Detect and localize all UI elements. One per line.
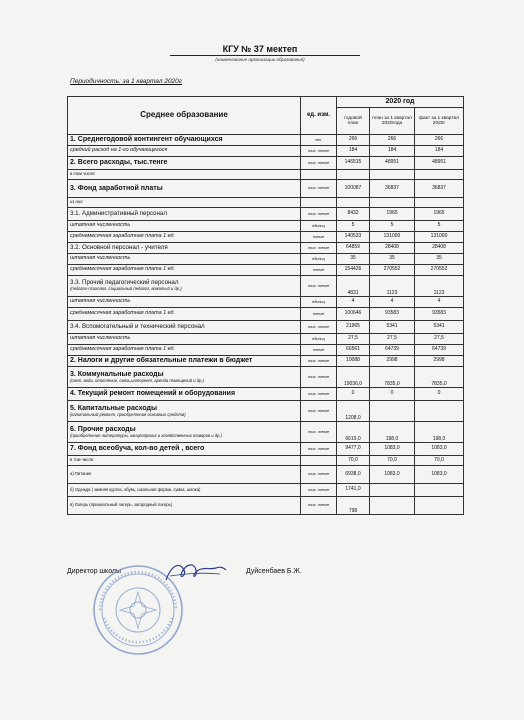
row-unit: тыс. тенге bbox=[301, 157, 337, 170]
row-label: средний расход на 1-го обучающегося bbox=[70, 147, 168, 154]
row-fact-value: 1083,0 bbox=[415, 443, 464, 456]
header-year: 2020 год bbox=[337, 97, 464, 108]
table-row bbox=[68, 356, 464, 367]
row-annual-value: 1208,0 bbox=[337, 401, 370, 422]
row-name bbox=[68, 356, 301, 367]
organization-caption: (наименование организации образования) bbox=[215, 57, 305, 62]
table-row bbox=[68, 401, 464, 422]
table-body bbox=[68, 135, 464, 515]
row-plan-value: 5341 bbox=[370, 321, 415, 334]
row-unit: тыс. тенге bbox=[301, 356, 337, 367]
row-unit: тыс. тенге bbox=[301, 146, 337, 157]
row-annual-value: 146515 bbox=[337, 157, 370, 170]
row-label: 3.1. Административный персонал bbox=[70, 209, 167, 217]
row-plan-value: 1083,0 bbox=[370, 466, 415, 484]
row-annual-value: 35 bbox=[337, 254, 370, 265]
row-label: среднемесячная заработная плата 1 ед. bbox=[70, 310, 175, 317]
row-unit: тыс. тенге bbox=[301, 497, 337, 515]
row-name bbox=[68, 497, 301, 515]
row-annual-value bbox=[337, 170, 370, 180]
table-row bbox=[68, 208, 464, 221]
row-label: б) Одежда ( зимняя куртка, обувь, школьная форма, сумка, шапка) bbox=[70, 486, 201, 492]
row-plan-value bbox=[370, 497, 415, 515]
table-row bbox=[68, 135, 464, 146]
row-label: штатная численность bbox=[70, 335, 131, 342]
row-label: 6. Прочие расходы bbox=[70, 425, 136, 433]
header-unit: ед. изм. bbox=[301, 97, 337, 135]
header-annual-plan: годовой план bbox=[337, 108, 370, 135]
row-unit: тыс. тенге bbox=[301, 388, 337, 401]
row-plan-value: 4 bbox=[370, 297, 415, 308]
table-row bbox=[68, 456, 464, 466]
row-annual-value: 19036,0 bbox=[337, 367, 370, 388]
row-unit: чел. bbox=[301, 135, 337, 146]
row-label: штатная численность bbox=[70, 298, 131, 305]
table-row bbox=[68, 321, 464, 334]
table-row bbox=[68, 466, 464, 484]
row-unit: тыс. тенге bbox=[301, 484, 337, 497]
row-label: 2. Всего расходы, тыс.тенге bbox=[70, 159, 168, 167]
row-unit: тыс. тенге bbox=[301, 276, 337, 297]
budget-table bbox=[67, 96, 464, 515]
row-label: 3.3. Прочий педагогический персонал bbox=[70, 279, 179, 287]
row-unit: тенге bbox=[301, 232, 337, 243]
row-unit: единиц bbox=[301, 221, 337, 232]
table-row bbox=[68, 157, 464, 170]
table-row bbox=[68, 198, 464, 208]
row-label: из них: bbox=[70, 199, 84, 205]
row-label: 3. Фонд заработной платы bbox=[70, 184, 163, 192]
table-row bbox=[68, 243, 464, 254]
row-label: 1. Среднегодовой контингент обучающихся bbox=[70, 136, 223, 144]
row-unit: единиц bbox=[301, 297, 337, 308]
row-fact-value: 93583 bbox=[415, 308, 464, 321]
row-label: 3.4. Вспомогательный и технический персонал bbox=[70, 322, 205, 330]
row-annual-value: 0 bbox=[337, 388, 370, 401]
row-annual-value: 266 bbox=[337, 135, 370, 146]
row-fact-value: 184 bbox=[415, 146, 464, 157]
row-plan-value: 36837 bbox=[370, 180, 415, 198]
table-row bbox=[68, 265, 464, 276]
row-name bbox=[68, 265, 301, 276]
row-fact-value: 35 bbox=[415, 254, 464, 265]
row-plan-value bbox=[370, 170, 415, 180]
period-label: Периодичность: за 1 квартал 2020г bbox=[70, 78, 182, 85]
row-unit bbox=[301, 170, 337, 180]
row-label: среднемесячная заработная плата 1 ед. bbox=[70, 266, 175, 273]
row-fact-value: 28408 bbox=[415, 243, 464, 254]
row-label: 3.2. Основной персонал - учителя bbox=[70, 243, 168, 251]
row-fact-value: 1123 bbox=[415, 276, 464, 297]
row-label: в том числе: bbox=[70, 457, 95, 463]
row-unit: тыс. тенге bbox=[301, 208, 337, 221]
row-plan-value: 70,0 bbox=[370, 456, 415, 466]
row-name bbox=[68, 232, 301, 243]
row-name bbox=[68, 221, 301, 232]
table-row bbox=[68, 254, 464, 265]
row-plan-value bbox=[370, 484, 415, 497]
row-fact-value: 270552 bbox=[415, 265, 464, 276]
row-annual-value: 100087 bbox=[337, 180, 370, 198]
row-annual-value: 1741,0 bbox=[337, 484, 370, 497]
row-unit bbox=[301, 456, 337, 466]
row-fact-value: 131000 bbox=[415, 232, 464, 243]
table-row bbox=[68, 497, 464, 515]
row-fact-value: 64739 bbox=[415, 345, 464, 356]
row-annual-value: 154426 bbox=[337, 265, 370, 276]
row-unit: тыс. тенге bbox=[301, 401, 337, 422]
organization-underline bbox=[170, 55, 360, 56]
row-plan-value: 35 bbox=[370, 254, 415, 265]
row-fact-value: 1083,0 bbox=[415, 466, 464, 484]
organization-name: КГУ № 37 мектеп bbox=[222, 44, 298, 54]
row-plan-value: 5 bbox=[370, 221, 415, 232]
row-name bbox=[68, 422, 301, 443]
row-plan-value: 270552 bbox=[370, 265, 415, 276]
row-annual-value: 184 bbox=[337, 146, 370, 157]
row-name bbox=[68, 401, 301, 422]
row-annual-value: 4 bbox=[337, 297, 370, 308]
director-name: Дуйсенбаев Б.Ж. bbox=[246, 568, 302, 575]
row-label: штатная численность bbox=[70, 222, 131, 229]
table-row bbox=[68, 276, 464, 297]
row-note: (свет, вода, отопление, связь,интернет, аренда помещений и др.) bbox=[70, 377, 204, 383]
row-plan-value: 266 bbox=[370, 135, 415, 146]
row-unit: тенге bbox=[301, 345, 337, 356]
row-fact-value: 7835,0 bbox=[415, 367, 464, 388]
table-row bbox=[68, 367, 464, 388]
row-plan-value: 48951 bbox=[370, 157, 415, 170]
table-row bbox=[68, 221, 464, 232]
row-annual-value: 9477,0 bbox=[337, 443, 370, 456]
row-unit: единиц bbox=[301, 254, 337, 265]
table-row bbox=[68, 334, 464, 345]
row-unit: тенге bbox=[301, 265, 337, 276]
row-fact-value: 266 bbox=[415, 135, 464, 146]
director-label: Директор школы bbox=[67, 568, 122, 575]
row-fact-value: 48951 bbox=[415, 157, 464, 170]
row-name bbox=[68, 170, 301, 180]
row-fact-value: 5 bbox=[415, 221, 464, 232]
row-name bbox=[68, 208, 301, 221]
row-label: в) Лагерь (пришкольный лагерь, загородный лагерь) bbox=[70, 502, 173, 508]
row-unit: тыс. тенге bbox=[301, 367, 337, 388]
row-annual-value bbox=[337, 198, 370, 208]
row-name bbox=[68, 456, 301, 466]
row-plan-value: 27,5 bbox=[370, 334, 415, 345]
row-unit: тыс. тенге bbox=[301, 466, 337, 484]
row-annual-value: 798 bbox=[337, 497, 370, 515]
row-fact-value: 27,5 bbox=[415, 334, 464, 345]
table-row bbox=[68, 232, 464, 243]
row-unit: тыс. тенге bbox=[301, 321, 337, 334]
row-fact-value bbox=[415, 198, 464, 208]
row-plan-value: 2998 bbox=[370, 356, 415, 367]
row-plan-value: 1123 bbox=[370, 276, 415, 297]
row-plan-value bbox=[370, 198, 415, 208]
header-quarter-fact: факт за 1 квартал 2020г bbox=[415, 108, 464, 135]
row-name bbox=[68, 254, 301, 265]
row-label: 4. Текущий ремонт помещений и оборудования bbox=[70, 390, 236, 398]
row-name bbox=[68, 276, 301, 297]
table-row bbox=[68, 297, 464, 308]
row-annual-value: 27,5 bbox=[337, 334, 370, 345]
row-label: 2. Налоги и другие обязательные платежи в бюджет bbox=[70, 357, 253, 365]
row-name bbox=[68, 146, 301, 157]
table-row bbox=[68, 146, 464, 157]
table-row bbox=[68, 180, 464, 198]
row-unit: единиц bbox=[301, 334, 337, 345]
row-unit: тыс. тенге bbox=[301, 443, 337, 456]
row-name bbox=[68, 297, 301, 308]
row-name bbox=[68, 308, 301, 321]
table-row bbox=[68, 308, 464, 321]
row-fact-value: 5341 bbox=[415, 321, 464, 334]
table-row bbox=[68, 443, 464, 456]
row-annual-value: 70,0 bbox=[337, 456, 370, 466]
row-annual-value: 6619,0 bbox=[337, 422, 370, 443]
row-annual-value: 21965 bbox=[337, 321, 370, 334]
row-name bbox=[68, 198, 301, 208]
row-plan-value: 93583 bbox=[370, 308, 415, 321]
row-fact-value: 198,0 bbox=[415, 422, 464, 443]
header-name: Среднее образование bbox=[68, 97, 301, 135]
row-name bbox=[68, 466, 301, 484]
row-annual-value: 4831 bbox=[337, 276, 370, 297]
table-row bbox=[68, 484, 464, 497]
row-plan-value: 131000 bbox=[370, 232, 415, 243]
row-note: (педагог-психолог, социальный педагог, вожатый и др.) bbox=[70, 286, 182, 292]
row-annual-value: 8432 bbox=[337, 208, 370, 221]
row-label: 3. Коммунальные расходы bbox=[70, 370, 164, 378]
row-plan-value: 64739 bbox=[370, 345, 415, 356]
row-label: а) Питание bbox=[70, 471, 92, 477]
row-plan-value: 7835,0 bbox=[370, 367, 415, 388]
row-label: 5. Капитальные расходы bbox=[70, 404, 157, 412]
row-plan-value: 0 bbox=[370, 388, 415, 401]
row-fact-value: 70,0 bbox=[415, 456, 464, 466]
row-plan-value: 1083,0 bbox=[370, 443, 415, 456]
row-name bbox=[68, 334, 301, 345]
header-quarter-plan: план за 1 квартал 2020года bbox=[370, 108, 415, 135]
row-plan-value: 1965 bbox=[370, 208, 415, 221]
row-unit: тыс. тенге bbox=[301, 180, 337, 198]
row-annual-value: 6938,0 bbox=[337, 466, 370, 484]
row-label: в том числе: bbox=[70, 171, 96, 177]
row-name bbox=[68, 157, 301, 170]
row-fact-value bbox=[415, 497, 464, 515]
row-annual-value: 64859 bbox=[337, 243, 370, 254]
row-unit bbox=[301, 198, 337, 208]
row-fact-value bbox=[415, 401, 464, 422]
row-annual-value: 100646 bbox=[337, 308, 370, 321]
row-unit: тенге bbox=[301, 308, 337, 321]
director-signature-icon bbox=[160, 556, 230, 586]
row-fact-value bbox=[415, 484, 464, 497]
row-annual-value: 5 bbox=[337, 221, 370, 232]
row-fact-value bbox=[415, 170, 464, 180]
row-fact-value: 0 bbox=[415, 388, 464, 401]
row-plan-value: 184 bbox=[370, 146, 415, 157]
row-plan-value bbox=[370, 401, 415, 422]
row-name bbox=[68, 367, 301, 388]
table-row bbox=[68, 170, 464, 180]
row-name bbox=[68, 345, 301, 356]
row-note: (приобретение литературы, канцелярских и хозяйственных товаров и др.) bbox=[70, 432, 222, 438]
row-label: среднемесячная заработная плата 1 ед. bbox=[70, 346, 175, 353]
row-name bbox=[68, 321, 301, 334]
row-plan-value: 28408 bbox=[370, 243, 415, 254]
row-unit: тыс. тенге bbox=[301, 422, 337, 443]
table-row bbox=[68, 388, 464, 401]
row-unit: тыс. тенге bbox=[301, 243, 337, 254]
row-name bbox=[68, 484, 301, 497]
row-label: штатная численность bbox=[70, 255, 131, 262]
row-name bbox=[68, 388, 301, 401]
row-fact-value: 4 bbox=[415, 297, 464, 308]
row-fact-value: 2998 bbox=[415, 356, 464, 367]
row-name bbox=[68, 180, 301, 198]
row-fact-value: 36837 bbox=[415, 180, 464, 198]
table-row bbox=[68, 422, 464, 443]
row-annual-value: 140533 bbox=[337, 232, 370, 243]
row-name bbox=[68, 243, 301, 254]
row-label: 7. Фонд всеобуча, кол-во детей , всего bbox=[70, 445, 205, 453]
row-name bbox=[68, 135, 301, 146]
row-fact-value: 1965 bbox=[415, 208, 464, 221]
row-note: (капитальный ремонт, приобретение основных средств) bbox=[70, 411, 186, 417]
table-row bbox=[68, 345, 464, 356]
row-label: среднемесячная заработная плата 1 ед. bbox=[70, 233, 175, 240]
row-name bbox=[68, 443, 301, 456]
row-plan-value: 198,0 bbox=[370, 422, 415, 443]
row-annual-value: 66561 bbox=[337, 345, 370, 356]
row-annual-value: 10088 bbox=[337, 356, 370, 367]
